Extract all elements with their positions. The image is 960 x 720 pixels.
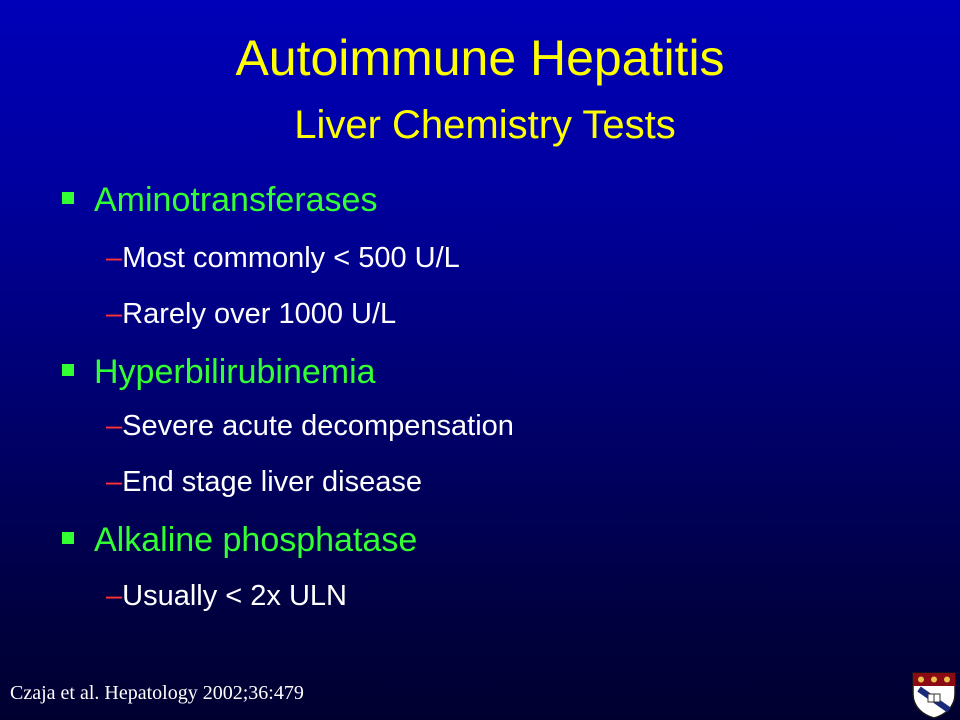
bullet-square-icon	[62, 364, 74, 376]
sub-bullet	[106, 296, 396, 332]
dash-marker: –	[106, 580, 123, 612]
slide-title: Autoimmune Hepatitis	[235, 30, 725, 86]
citation: Czaja et al. Hepatology 2002;36:479	[10, 682, 304, 704]
bullet-label: Aminotransferases	[94, 181, 378, 219]
sub-bullet-label: Rarely over 1000 U/L	[122, 298, 397, 330]
dash-marker: –	[106, 410, 123, 442]
sub-bullet	[106, 240, 460, 276]
bullet-square-icon	[62, 532, 74, 544]
sub-bullet-label: Severe acute decompensation	[122, 410, 514, 442]
dash-marker: –	[106, 242, 123, 274]
bullet-hyperbilirubinemia	[62, 352, 376, 392]
sub-bullet-label: End stage liver disease	[122, 466, 422, 498]
sub-bullet	[106, 408, 514, 444]
slide-subtitle: Liver Chemistry Tests	[294, 103, 676, 147]
bullet-aminotransferases	[62, 180, 377, 220]
bullet-label: Hyperbilirubinemia	[94, 353, 376, 391]
dash-marker: –	[106, 466, 123, 498]
sub-bullet	[106, 464, 422, 500]
bullet-alkaline-phosphatase	[62, 520, 417, 560]
sub-bullet-label: Most commonly < 500 U/L	[122, 242, 460, 274]
sub-bullet	[106, 578, 347, 614]
dash-marker: –	[106, 298, 123, 330]
sub-bullet-label: Usually < 2x ULN	[122, 580, 347, 612]
bullet-label: Alkaline phosphatase	[94, 521, 418, 559]
bullet-square-icon	[62, 192, 74, 204]
university-shield-icon	[910, 670, 958, 720]
